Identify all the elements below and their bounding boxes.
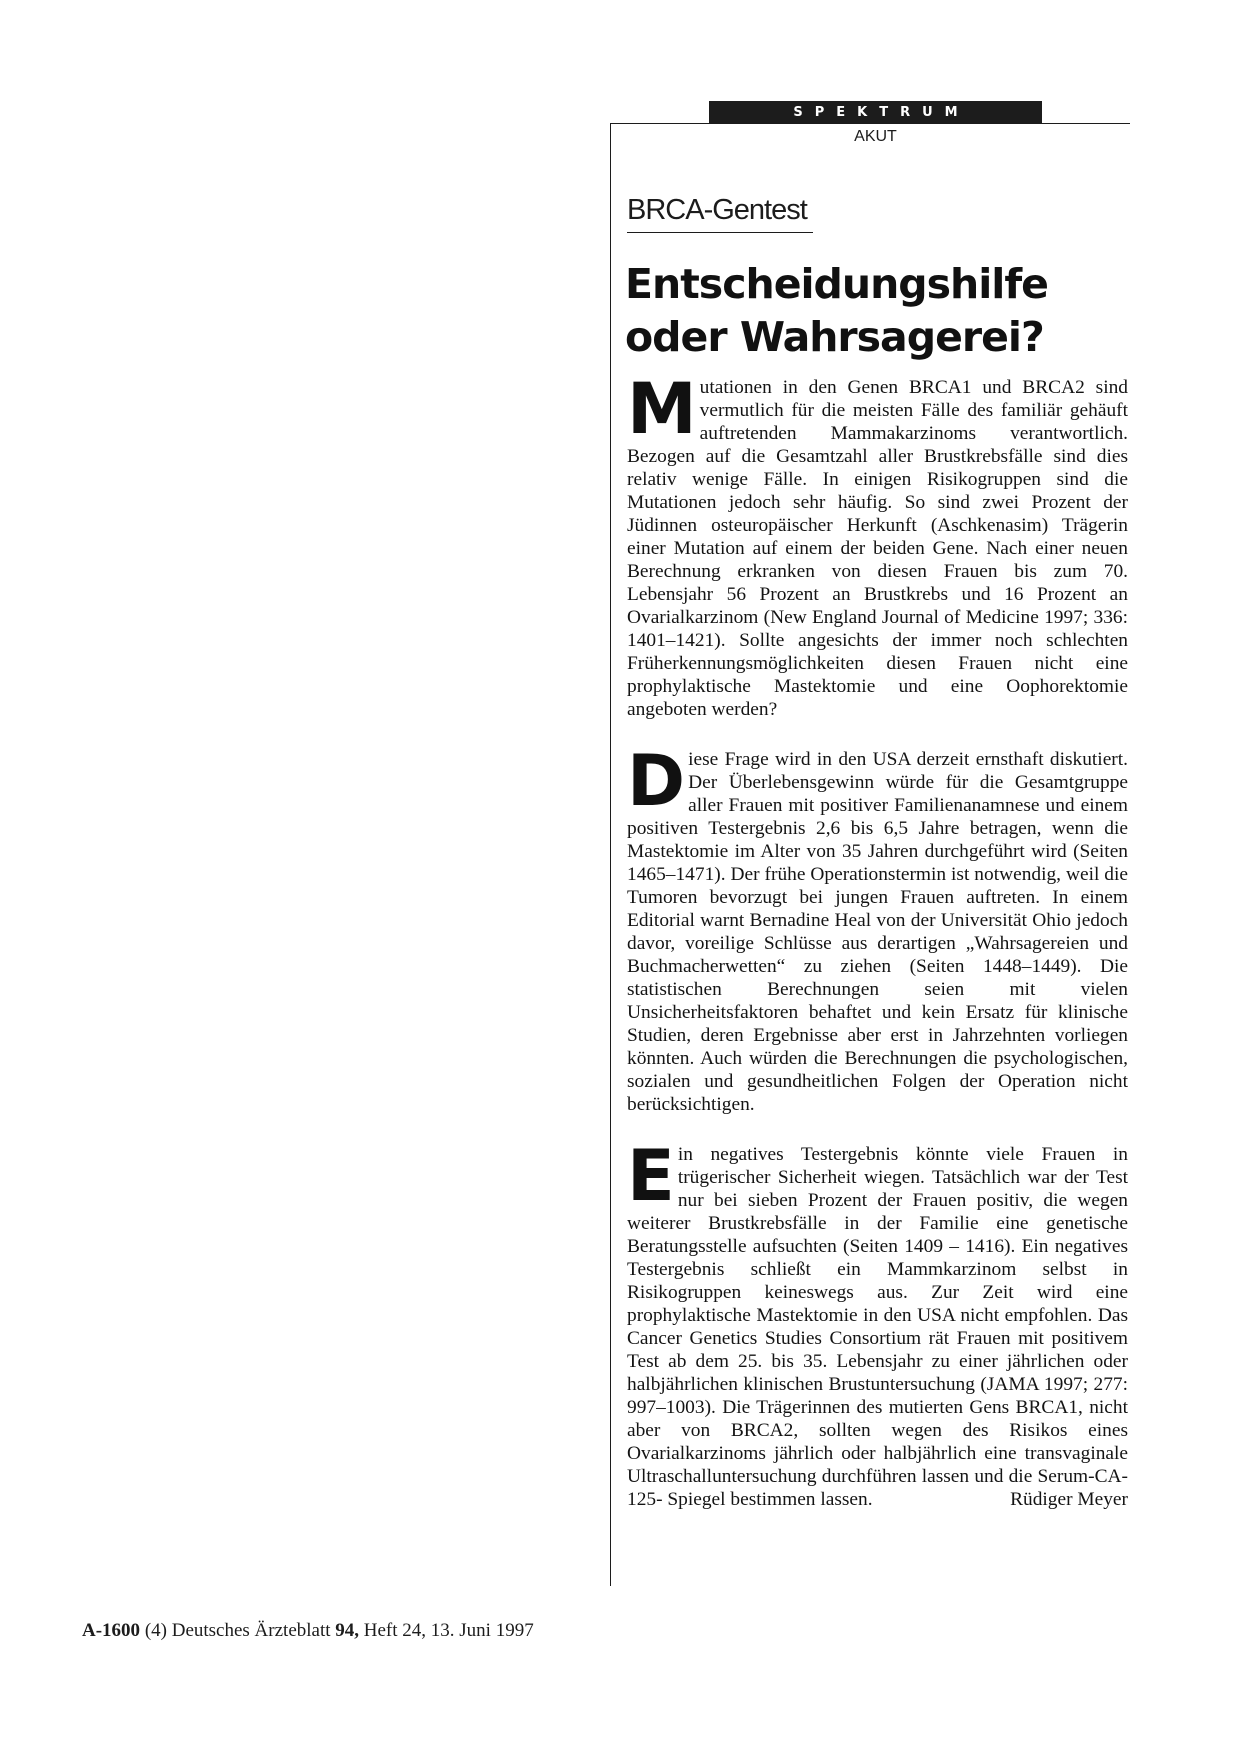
column-rule xyxy=(610,123,611,1586)
volume-number: 94, xyxy=(335,1620,360,1641)
article-body xyxy=(627,368,1128,1538)
subsection-label: AKUT xyxy=(854,128,897,145)
paragraph-3 xyxy=(627,1135,1128,1511)
section-label: SPEKTRUM xyxy=(709,101,1042,124)
topic-underline xyxy=(627,232,813,233)
header-rule xyxy=(610,123,1130,124)
paragraph-2 xyxy=(627,740,1128,1116)
dropcap: M xyxy=(627,368,694,450)
page-footer xyxy=(82,1620,534,1642)
paragraph-text: in negatives Testergebnis könnte viele Frauen in trügerischer Sicherheit wiegen. Tatsächlich war der Test nur bei sieben Prozent der Frauen positiv, die wegen weiterer Brustkrebsfälle in der Familie eine genetische Beratungsstelle aufsuchten (Seiten 1409 – 1416). Ein negatives Testergebnis schließt ein Mammkarzinom selbst in Risikogruppen keineswegs aus. Zur Zeit wird eine prophylaktische Mastektomie in den USA nicht empfohlen. Das Cancer Genetics Studies Consortium rät Frauen mit positivem Test ab dem 25. bis 35. Lebensjahr zu einer jährlichen oder halbjährlichen klinischen Brustuntersuchung (JAMA 1997; 277: 997–1003). Die Trägerinnen des mutierten Gens BRCA1, nicht aber von BRCA2, sollten wegen des Risikos eines Ovarialkarzinoms jährlich oder halbjährlich eine transvaginale Ultraschalluntersuchung durchführen lassen und die Serum-CA-125- Spiegel bestimmen lassen. xyxy=(627,1144,1128,1510)
journal-name: Deutsches Ärzteblatt xyxy=(171,1620,331,1641)
paragraph-text: iese Frage wird in den USA derzeit ernsthaft diskutiert. Der Überlebensgewinn würde für die Gesamtgruppe aller Frauen mit positiver Familienanamnese und einem positiven Testergebnis 2,6 bis 6,5 Jahre betragen, wenn die Mastektomie im Alter von 35 Jahren durchgeführt wird (Seiten 1465–1471). Der frühe Operationstermin ist notwendig, weil die Tumoren bevorzugt bei jungen Frauen auftreten. In einem Editorial warnt Bernadine Heal von der Universität Ohio jedoch davor, voreilige Schlüsse aus derartigen „Wahrsagereien und Buchmacherwetten“ zu ziehen (Seiten 1448–1449). Die statistischen Berechnungen seien mit vielen Unsicherheitsfaktoren behaftet und kein Ersatz für klinische Studien, deren Ergebnisse aber erst in Jahrzehnten vorliegen könnten. Auch würden die Berechnungen die psychologischen, sozialen und gesundheitlichen Folgen der Operation nicht berücksichtigen. xyxy=(627,749,1128,1115)
dropcap: E xyxy=(627,1135,672,1217)
dropcap: D xyxy=(627,740,683,822)
page-code: A-1600 xyxy=(82,1620,141,1641)
issue-date: Heft 24, 13. Juni 1997 xyxy=(363,1620,534,1641)
article-headline: Entscheidungshilfe oder Wahrsagerei? xyxy=(625,260,1048,361)
author-signoff: Rüdiger Meyer xyxy=(1010,1489,1128,1510)
paragraph-1 xyxy=(627,368,1128,721)
paragraph-text: utationen in den Genen BRCA1 und BRCA2 sind vermutlich für die meisten Fälle des familiär gehäuft auftretenden Mammakarzinoms verantwortlich. Bezogen auf die Gesamtzahl aller Brustkrebsfälle sind dies relativ wenige Fälle. In einigen Risikogruppen sind die Mutationen jedoch sehr häufig. So sind zwei Prozent der Jüdinnen osteuropäischer Herkunft (Aschkenasim) Trägerin einer Mutation auf einem der beiden Gene. Nach einer neuen Berechnung erkranken von diesen Frauen bis zum 70. Lebensjahr 56 Prozent an Brustkrebs und 16 Prozent an Ovarialkarzinom (New England Journal of Medicine 1997; 336: 1401–1421). Sollte angesichts der immer noch schlechten Früherkennungsmöglichkeiten diesen Frauen nicht eine prophylaktische Mastektomie und eine Oophorektomie angeboten werden? xyxy=(627,377,1128,720)
page-number: (4) xyxy=(144,1620,167,1641)
article-topic: BRCA-Gentest xyxy=(627,194,807,226)
